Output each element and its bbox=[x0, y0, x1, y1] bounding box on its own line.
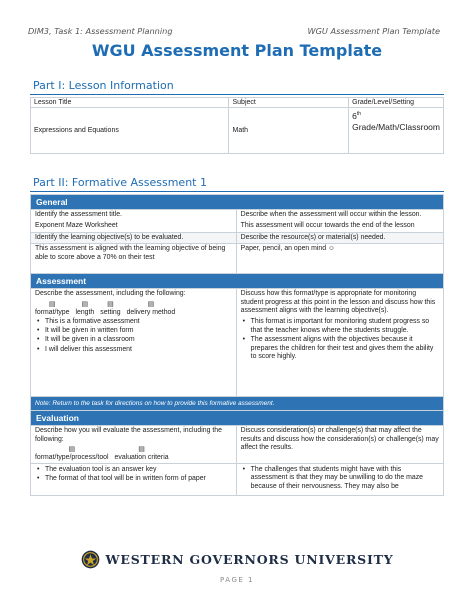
icon-label-eval-format: format/type/process/tool bbox=[35, 454, 109, 462]
section-evaluation: Evaluation bbox=[31, 411, 444, 426]
assessment-appropriate-prompt: Discuss how this format/type is appropriate for monitoring student progress at this point in the lesson and discuss how this assessment aligns with the learning objective(s). bbox=[240, 290, 436, 315]
list-item: • This is a formative assessment bbox=[35, 318, 232, 326]
lesson-info-header-row bbox=[31, 98, 444, 108]
subject-value: Math bbox=[229, 108, 349, 154]
grade-value bbox=[349, 108, 444, 154]
part1-heading: Part I: Lesson Information bbox=[33, 79, 174, 92]
resources-prompt: Describe the resource(s) or material(s) needed. bbox=[236, 232, 443, 243]
list-item: • I will deliver this assessment bbox=[35, 346, 232, 354]
assessment-describe-cell bbox=[31, 289, 237, 397]
ruler-icon: ▤ bbox=[81, 300, 89, 308]
grade-suffix: th bbox=[356, 111, 362, 117]
col-subject: Subject bbox=[229, 98, 349, 108]
assessment-appropriate-cell bbox=[236, 289, 443, 397]
icon-item-length bbox=[75, 301, 100, 317]
col-grade: Grade/Level/Setting bbox=[349, 98, 444, 108]
appropriate-bullets bbox=[241, 318, 439, 361]
lesson-info-value-row bbox=[31, 108, 444, 154]
icon-label-delivery: delivery method bbox=[126, 308, 176, 316]
assessment-when-prompt: Describe when the assessment will occur within the lesson. bbox=[240, 211, 422, 218]
running-header-left: DIM3, Task 1: Assessment Planning bbox=[28, 26, 173, 36]
icon-label-eval-criteria: evaluation criteria bbox=[114, 454, 169, 462]
list-item: • This format is important for monitoring student progress so that the teacher knows where the students struggle. bbox=[241, 318, 439, 335]
checklist-icon: ▤ bbox=[138, 446, 145, 454]
evaluation-describe-cell bbox=[31, 426, 237, 464]
grade-number: 6 bbox=[352, 110, 357, 121]
document-title: WGU Assessment Plan Template bbox=[91, 41, 383, 60]
evaluation-icon-row bbox=[35, 446, 175, 462]
building-icon: ▤ bbox=[107, 300, 114, 308]
assessment-bullets bbox=[35, 318, 232, 355]
lesson-info-table bbox=[30, 97, 444, 154]
icon-item-format bbox=[35, 301, 75, 317]
list-item: • The evaluation tool is an answer key bbox=[35, 466, 232, 474]
section-general: General bbox=[31, 195, 444, 210]
evaluation-bullets-cell bbox=[31, 464, 237, 496]
list-item: • The assessment aligns with the objectives because it prepares the children for their test and gives them the ability to score highly. bbox=[241, 336, 439, 361]
list-item: • It will be given in written form bbox=[35, 327, 232, 335]
assessment-describe-prompt: Describe the assessment, including the following: bbox=[35, 290, 186, 298]
assessment-title-answer: Exponent Maze Worksheet bbox=[35, 222, 118, 230]
assessment-title-cell bbox=[31, 210, 237, 233]
grade-text: Grade/Math/Classroom bbox=[352, 121, 440, 132]
challenges-bullets-cell bbox=[236, 464, 443, 496]
assessment-title-prompt: Identify the assessment title. bbox=[35, 211, 122, 218]
part2-rule bbox=[30, 191, 444, 192]
lesson-title-value: Expressions and Equations bbox=[31, 108, 229, 154]
assessment-when-cell bbox=[236, 210, 443, 233]
icon-item-setting bbox=[100, 301, 126, 317]
list-item: • It will be given in a classroom bbox=[35, 336, 232, 344]
icon-label-setting: setting bbox=[100, 308, 121, 316]
resources-answer: Paper, pencil, an open mind ☺ bbox=[236, 244, 443, 274]
part2-heading: Part II: Formative Assessment 1 bbox=[33, 176, 207, 189]
wgu-logo bbox=[0, 550, 474, 569]
instructions-note: Note: Return to the task for directions on how to provide this formative assessment. bbox=[31, 397, 444, 411]
assessment-icon-row bbox=[35, 301, 181, 317]
icon-item-delivery bbox=[127, 301, 182, 317]
logo-wordmark: WESTERN GOVERNORS UNIVERSITY bbox=[105, 552, 394, 567]
icon-label-length: length bbox=[75, 308, 95, 316]
checklist-icon: ▤ bbox=[68, 446, 76, 454]
section-assessment: Assessment bbox=[31, 274, 444, 289]
col-lesson-title: Lesson Title bbox=[31, 98, 229, 108]
page-number: PAGE 1 bbox=[220, 576, 254, 584]
checklist-icon: ▤ bbox=[48, 300, 56, 308]
evaluation-bullets bbox=[35, 466, 232, 484]
seal-icon bbox=[81, 550, 100, 569]
list-item: • The format of that tool will be in written form of paper bbox=[35, 475, 232, 483]
challenge-bullets bbox=[241, 466, 439, 491]
evaluation-challenges-prompt: Discuss consideration(s) or challenge(s) that may affect the results and discuss how the consideration(s) or challenge(s) may affect the results. bbox=[240, 427, 439, 452]
delivery-icon: ▤ bbox=[147, 300, 155, 308]
icon-item-eval-criteria bbox=[115, 446, 175, 462]
icon-item-eval-format bbox=[35, 446, 115, 462]
list-item: • The challenges that students might have with this assessment is that they may be unwilling to do the maze because of their nervousness. They may also be bbox=[241, 466, 439, 491]
evaluation-describe-prompt: Describe how you will evaluate the assessment, including the following: bbox=[35, 427, 222, 443]
running-header-right: WGU Assessment Plan Template bbox=[307, 26, 440, 36]
evaluation-challenges-cell bbox=[236, 426, 443, 464]
objectives-answer: This assessment is aligned with the learning objective of being able to score above a 70% on their test bbox=[31, 244, 237, 274]
part1-rule bbox=[30, 94, 444, 95]
assessment-when-answer: This assessment will occur towards the end of the lesson bbox=[240, 222, 415, 230]
icon-label-format: format/type bbox=[35, 308, 70, 316]
objectives-prompt: Identify the learning objective(s) to be evaluated. bbox=[31, 232, 237, 243]
formative-assessment-table bbox=[30, 194, 444, 496]
